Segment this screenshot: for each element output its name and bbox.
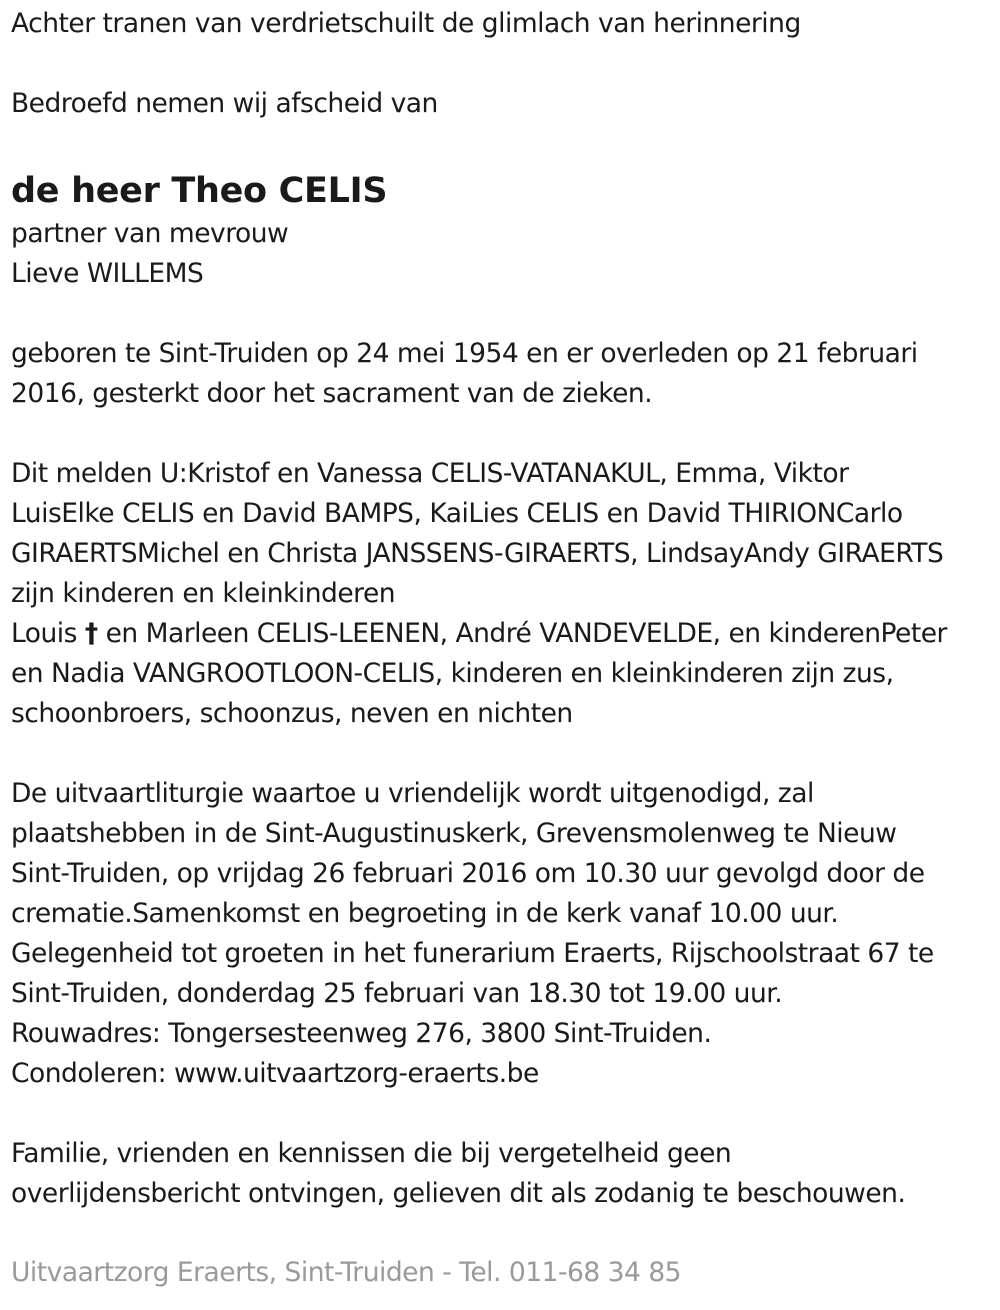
family-line-5	[11, 614, 991, 654]
birth-death-line-2: 2016, gesterkt door het sacrament van de zieken.	[11, 378, 653, 409]
spacer	[11, 44, 991, 84]
funeral-line-1: De uitvaartliturgie waartoe u vriendelijk wordt uitgenodigd, zal	[11, 778, 814, 809]
announcement-text: Bedroefd nemen wij afscheid van	[11, 88, 438, 119]
family-line-2: LuisElke CELIS en David BAMPS, KaiLies CELIS en David THIRIONCarlo	[11, 498, 903, 529]
family-line-6: en Nadia VANGROOTLOON-CELIS, kinderen en kleinkinderen zijn zus,	[11, 658, 894, 689]
family-line-5-end: en Marleen CELIS-LEENEN, André VANDEVELDE, en kinderenPeter	[97, 618, 947, 649]
spacer	[11, 414, 991, 454]
funeral-home-footer: Uitvaartzorg Eraerts, Sint-Truiden - Tel. 011-68 34 85	[11, 1257, 682, 1288]
spacer	[11, 124, 991, 164]
funeral-line-4: crematie.Samenkomst en begroeting in de kerk vanaf 10.00 uur.	[11, 898, 839, 929]
partner-line-1: partner van mevrouw	[11, 218, 289, 249]
funeral-line-2: plaatshebben in de Sint-Augustinuskerk, Grevensmolenweg te Nieuw	[11, 818, 897, 849]
family-line-1: Dit melden U:Kristof en Vanessa CELIS-VATANAKUL, Emma, Viktor	[11, 458, 849, 489]
deceased-name: de heer Theo CELIS	[11, 171, 388, 211]
spacer	[11, 1094, 991, 1134]
closing-line-2: overlijdensbericht ontvingen, gelieven dit als zodanig te beschouwen.	[11, 1178, 906, 1209]
birth-death-line-1: geboren te Sint-Truiden op 24 mei 1954 en er overleden op 21 februari	[11, 338, 918, 369]
family-line-4: zijn kinderen en kleinkinderen	[11, 578, 396, 609]
closing-line-1: Familie, vrienden en kennissen die bij vergetelheid geen	[11, 1138, 732, 1169]
partner-line-2: Lieve WILLEMS	[11, 258, 204, 289]
family-line-5-start: Louis	[11, 618, 85, 649]
funeral-line-3: Sint-Truiden, op vrijdag 26 februari 2016 om 10.30 uur gevolgd door de	[11, 858, 925, 889]
condolence-website: Condoleren: www.uitvaartzorg-eraerts.be	[11, 1058, 539, 1089]
motto-text: Achter tranen van verdrietschuilt de glimlach van herinnering	[11, 8, 801, 39]
spacer	[11, 734, 991, 774]
funeral-address: Rouwadres: Tongersesteenweg 276, 3800 Sint-Truiden.	[11, 1018, 712, 1049]
obituary-notice	[11, 4, 991, 1214]
cross-icon: †	[84, 618, 98, 649]
funeral-line-5: Gelegenheid tot groeten in het funerarium Eraerts, Rijschoolstraat 67 te	[11, 938, 934, 969]
family-line-7: schoonbroers, schoonzus, neven en nichten	[11, 698, 573, 729]
funeral-line-6: Sint-Truiden, donderdag 25 februari van 18.30 tot 19.00 uur.	[11, 978, 783, 1009]
family-line-3: GIRAERTSMichel en Christa JANSSENS-GIRAERTS, LindsayAndy GIRAERTS	[11, 538, 944, 569]
spacer	[11, 294, 991, 334]
